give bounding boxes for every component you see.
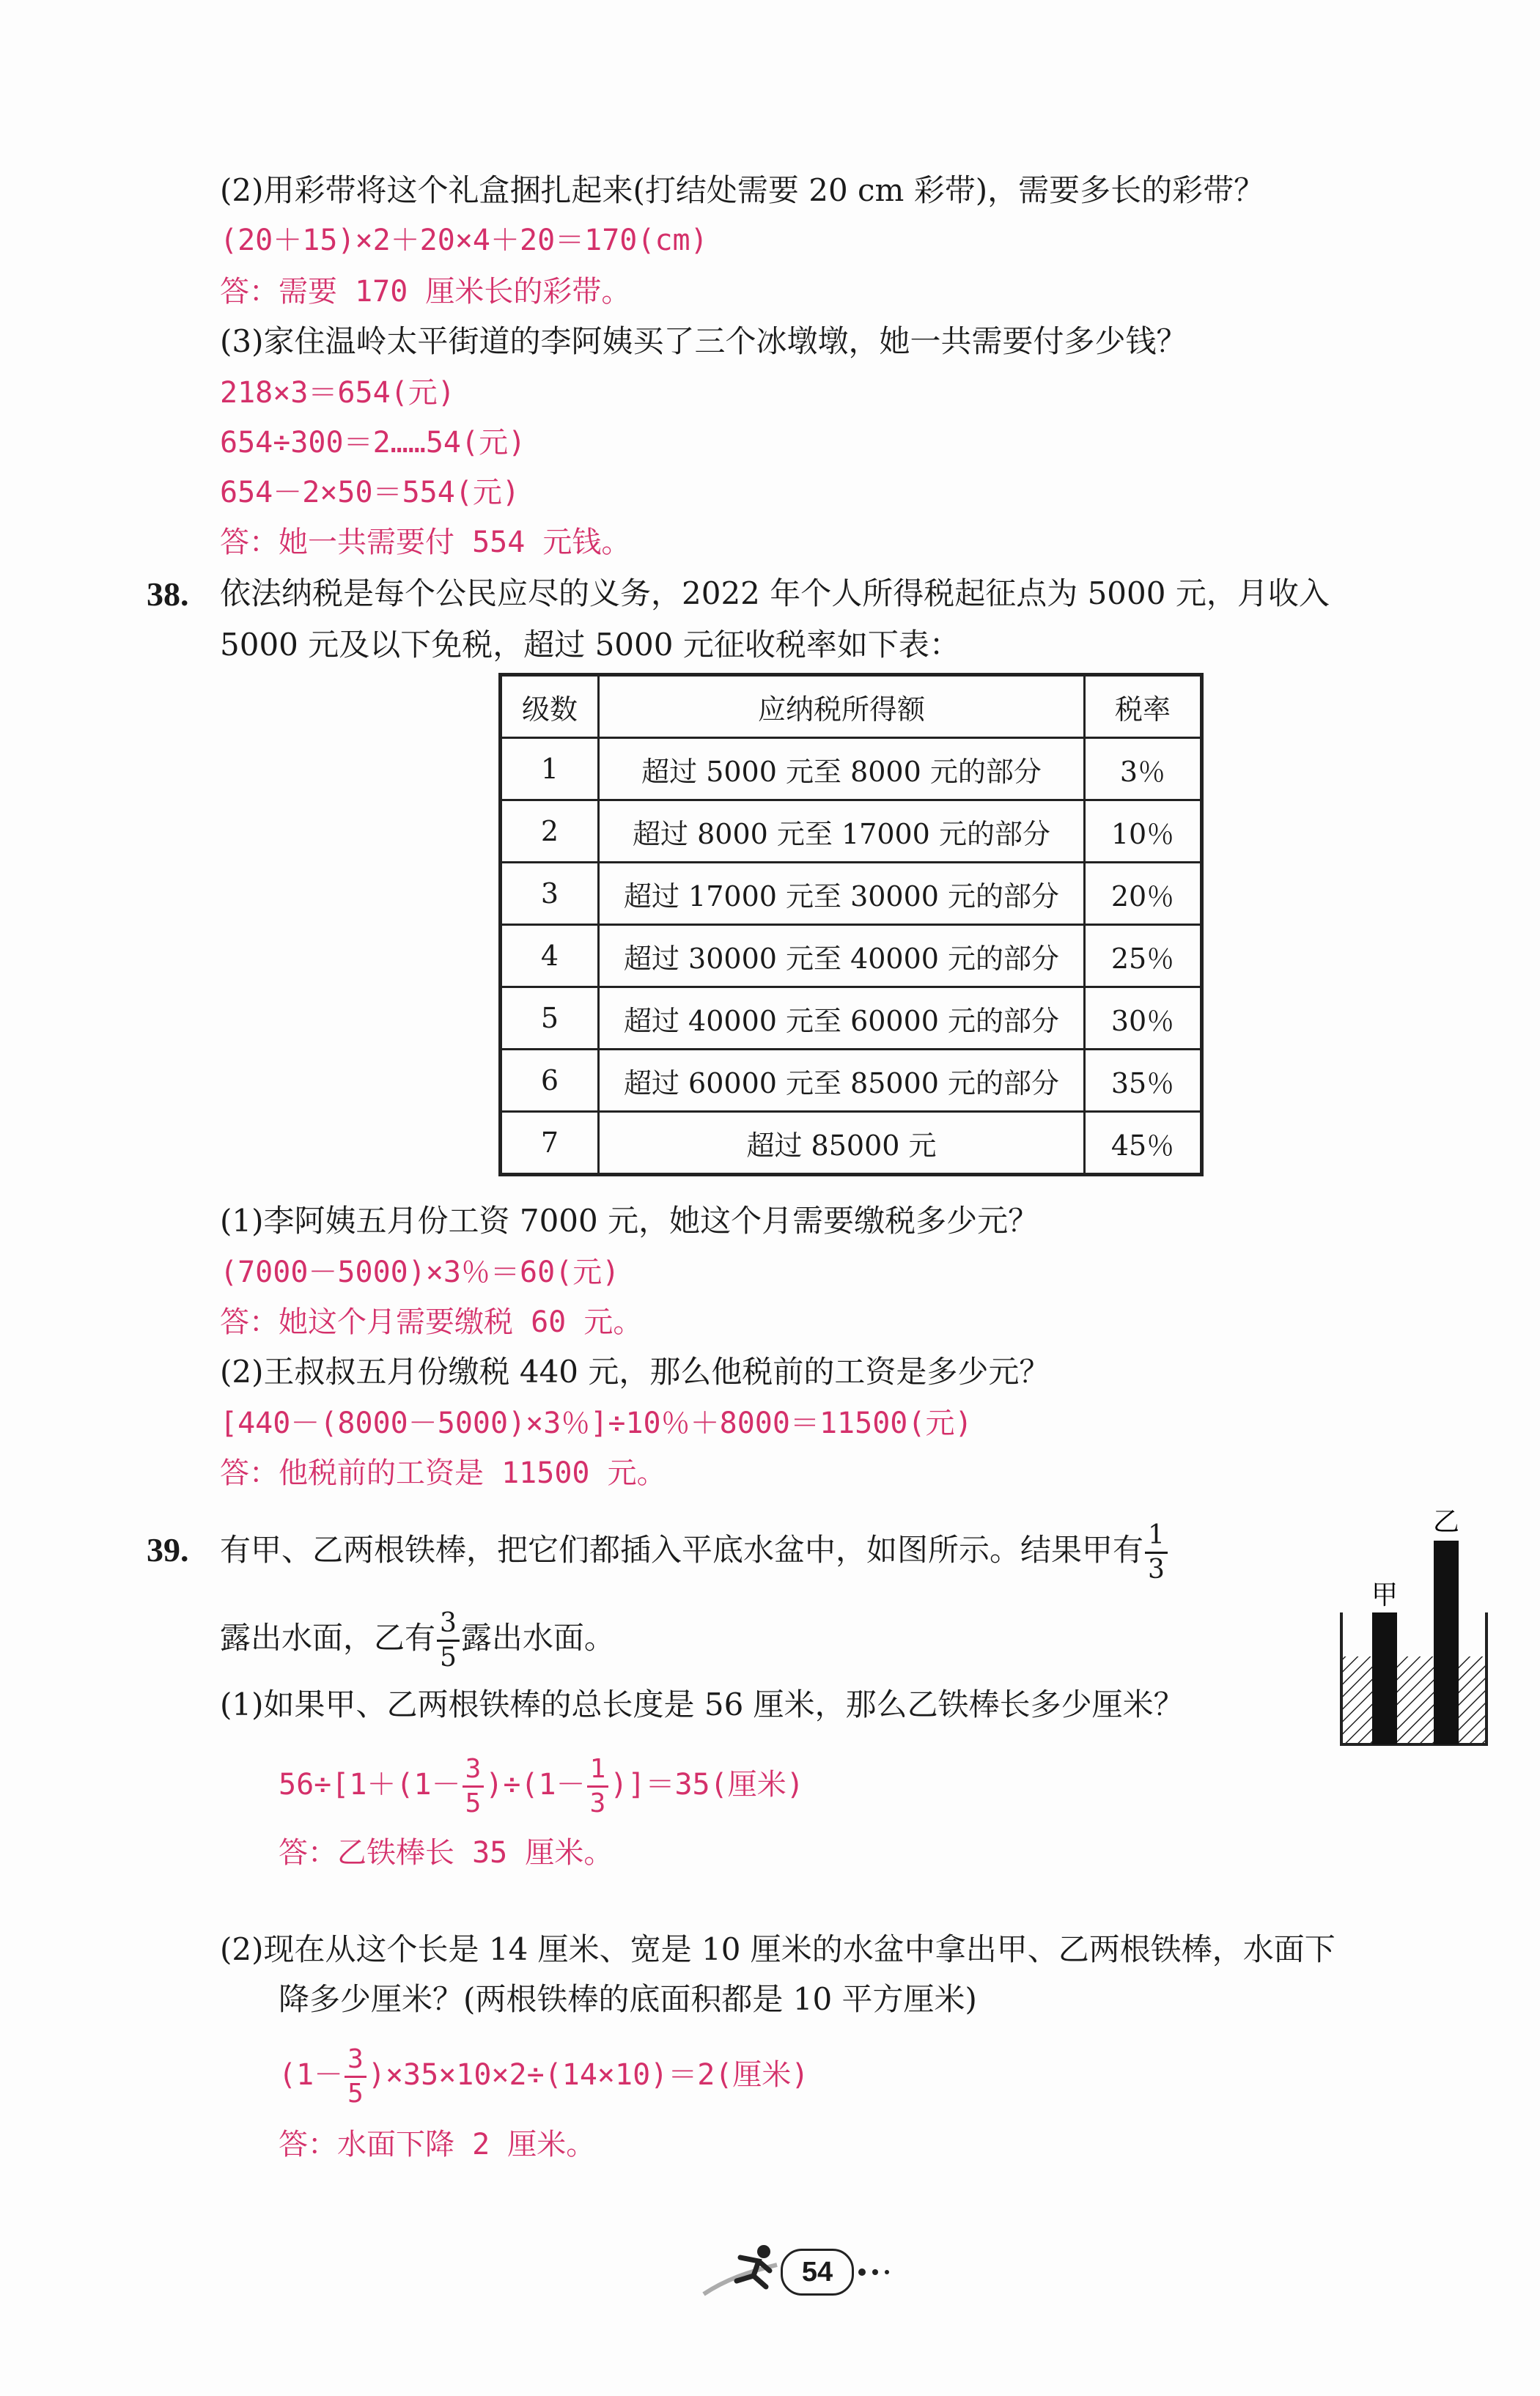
table-row bbox=[501, 800, 1202, 863]
question-39-text bbox=[220, 1598, 615, 1678]
answer-text: 答：他税前的工资是 11500 元。 bbox=[220, 1456, 666, 1490]
question-38-text: 依法纳税是每个公民应尽的义务，2022 年个人所得税起征点为 5000 元，月收入 bbox=[220, 575, 1330, 611]
question-39-text bbox=[220, 1510, 1169, 1590]
question-38-text: 5000 元及以下免税，超过 5000 元征收税率如下表： bbox=[220, 627, 960, 663]
answer-calc: 218×3＝654(元) bbox=[220, 376, 455, 410]
table-row bbox=[501, 1112, 1202, 1175]
cell-rate: 10％ bbox=[1085, 800, 1202, 863]
cell-income: 超过 17000 元至 30000 元的部分 bbox=[599, 863, 1085, 925]
answer-text: 答：她这个月需要缴税 60 元。 bbox=[220, 1305, 643, 1339]
fraction-denominator: 5 bbox=[440, 1642, 457, 1673]
answer-calc bbox=[279, 1744, 804, 1825]
fraction-numerator: 3 bbox=[463, 1756, 485, 1788]
cell-income: 超过 40000 元至 60000 元的部分 bbox=[599, 987, 1085, 1050]
answer-text: 答：需要 170 厘米长的彩带。 bbox=[220, 275, 631, 309]
answer-calc: (20＋15)×2＋20×4＋20＝170(cm) bbox=[220, 224, 708, 257]
question-39-part-2: 降多少厘米？(两根铁棒的底面积都是 10 平方厘米) bbox=[279, 1981, 977, 2017]
fraction bbox=[345, 2043, 366, 2109]
cell-rate: 20％ bbox=[1085, 863, 1202, 925]
fraction-numerator: 3 bbox=[345, 2046, 366, 2078]
fraction-denominator: 3 bbox=[1148, 1554, 1165, 1585]
question-38-part-1: (1)李阿姨五月份工资 7000 元，她这个月需要缴税多少元？ bbox=[220, 1203, 1039, 1239]
rod-yi bbox=[1434, 1541, 1459, 1744]
question-39-text-c: 露出水面。 bbox=[460, 1620, 615, 1656]
cell-income: 超过 5000 元至 8000 元的部分 bbox=[599, 738, 1085, 800]
answer-calc-part: )×35×10×2÷(14×10)＝2(厘米) bbox=[367, 2058, 809, 2092]
question-2-prev: (2)用彩带将这个礼盒捆扎起来(打结处需要 20 cm 彩带)，需要多长的彩带？ bbox=[220, 172, 1265, 208]
water-region bbox=[1341, 1656, 1486, 1743]
runner-icon bbox=[696, 2235, 792, 2301]
fraction bbox=[1145, 1519, 1168, 1585]
question-39-part-2: (2)现在从这个长是 14 厘米、宽是 10 厘米的水盆中拿出甲、乙两根铁棒，水面下 bbox=[220, 1931, 1335, 1967]
page-dots-icon bbox=[855, 2265, 899, 2279]
answer-calc: 654÷300＝2……54(元) bbox=[220, 426, 526, 460]
tax-rate-table bbox=[498, 673, 1204, 1176]
question-3-prev: (3)家住温岭太平街道的李阿姨买了三个冰墩墩，她一共需要付多少钱？ bbox=[220, 323, 1187, 359]
answer-calc: [440－(8000－5000)×3％]÷10％＋8000＝11500(元) bbox=[220, 1407, 973, 1440]
cell-rate: 3％ bbox=[1085, 738, 1202, 800]
cell-rate: 30％ bbox=[1085, 987, 1202, 1050]
fraction-denominator: 5 bbox=[465, 1788, 482, 1818]
header-level: 级数 bbox=[501, 675, 599, 738]
question-number: 39. bbox=[147, 1531, 189, 1569]
cell-level: 4 bbox=[501, 925, 599, 987]
answer-calc-part: )]＝35(厘米) bbox=[610, 1768, 804, 1802]
table-row bbox=[501, 925, 1202, 987]
cell-rate: 45％ bbox=[1085, 1112, 1202, 1175]
cell-level: 1 bbox=[501, 738, 599, 800]
answer-text: 答：水面下降 2 厘米。 bbox=[279, 2128, 596, 2161]
table-header-row bbox=[501, 675, 1202, 738]
question-number: 38. bbox=[147, 575, 189, 613]
label-yi: 乙 bbox=[1432, 1507, 1460, 1537]
header-income: 应纳税所得额 bbox=[599, 675, 1085, 738]
cell-level: 2 bbox=[501, 800, 599, 863]
question-39-part-1: (1)如果甲、乙两根铁棒的总长度是 56 厘米，那么乙铁棒长多少厘米？ bbox=[220, 1687, 1185, 1722]
table-row bbox=[501, 987, 1202, 1050]
label-jia: 甲 bbox=[1371, 1580, 1399, 1610]
fraction bbox=[587, 1753, 609, 1818]
rod-jia bbox=[1372, 1612, 1397, 1744]
fraction-numerator: 3 bbox=[437, 1610, 460, 1642]
basin-rods-figure bbox=[1327, 1488, 1503, 1766]
table-row bbox=[501, 1050, 1202, 1112]
cell-income: 超过 85000 元 bbox=[599, 1112, 1085, 1175]
cell-level: 5 bbox=[501, 987, 599, 1050]
table-row bbox=[501, 863, 1202, 925]
fraction-denominator: 5 bbox=[347, 2078, 364, 2109]
fraction-denominator: 3 bbox=[589, 1788, 606, 1818]
answer-calc-part: 56÷[1＋(1－ bbox=[279, 1768, 461, 1802]
cell-level: 7 bbox=[501, 1112, 599, 1175]
answer-text: 答：她一共需要付 554 元钱。 bbox=[220, 526, 631, 559]
cell-rate: 25％ bbox=[1085, 925, 1202, 987]
answer-calc: 654－2×50＝554(元) bbox=[220, 476, 520, 509]
cell-rate: 35％ bbox=[1085, 1050, 1202, 1112]
answer-calc bbox=[279, 2035, 809, 2115]
cell-income: 超过 30000 元至 40000 元的部分 bbox=[599, 925, 1085, 987]
question-38-part-2: (2)王叔叔五月份缴税 440 元，那么他税前的工资是多少元？ bbox=[220, 1354, 1050, 1390]
answer-calc-part: (1－ bbox=[279, 2058, 344, 2092]
answer-calc-part: )÷(1－ bbox=[485, 1768, 586, 1802]
header-rate: 税率 bbox=[1085, 675, 1202, 738]
answer-text: 答：乙铁棒长 35 厘米。 bbox=[279, 1836, 614, 1870]
fraction-numerator: 1 bbox=[1145, 1522, 1168, 1554]
question-39-text-a: 有甲、乙两根铁棒，把它们都插入平底水盆中，如图所示。结果甲有 bbox=[220, 1532, 1144, 1568]
answer-calc: (7000－5000)×3％＝60(元) bbox=[220, 1256, 620, 1289]
cell-level: 6 bbox=[501, 1050, 599, 1112]
cell-income: 超过 8000 元至 17000 元的部分 bbox=[599, 800, 1085, 863]
fraction bbox=[463, 1753, 485, 1818]
page-number: 54 bbox=[781, 2249, 854, 2296]
fraction bbox=[437, 1607, 460, 1673]
question-39-text-b: 露出水面，乙有 bbox=[220, 1620, 436, 1656]
table-row bbox=[501, 738, 1202, 800]
cell-level: 3 bbox=[501, 863, 599, 925]
cell-income: 超过 60000 元至 85000 元的部分 bbox=[599, 1050, 1085, 1112]
fraction-numerator: 1 bbox=[587, 1756, 609, 1788]
